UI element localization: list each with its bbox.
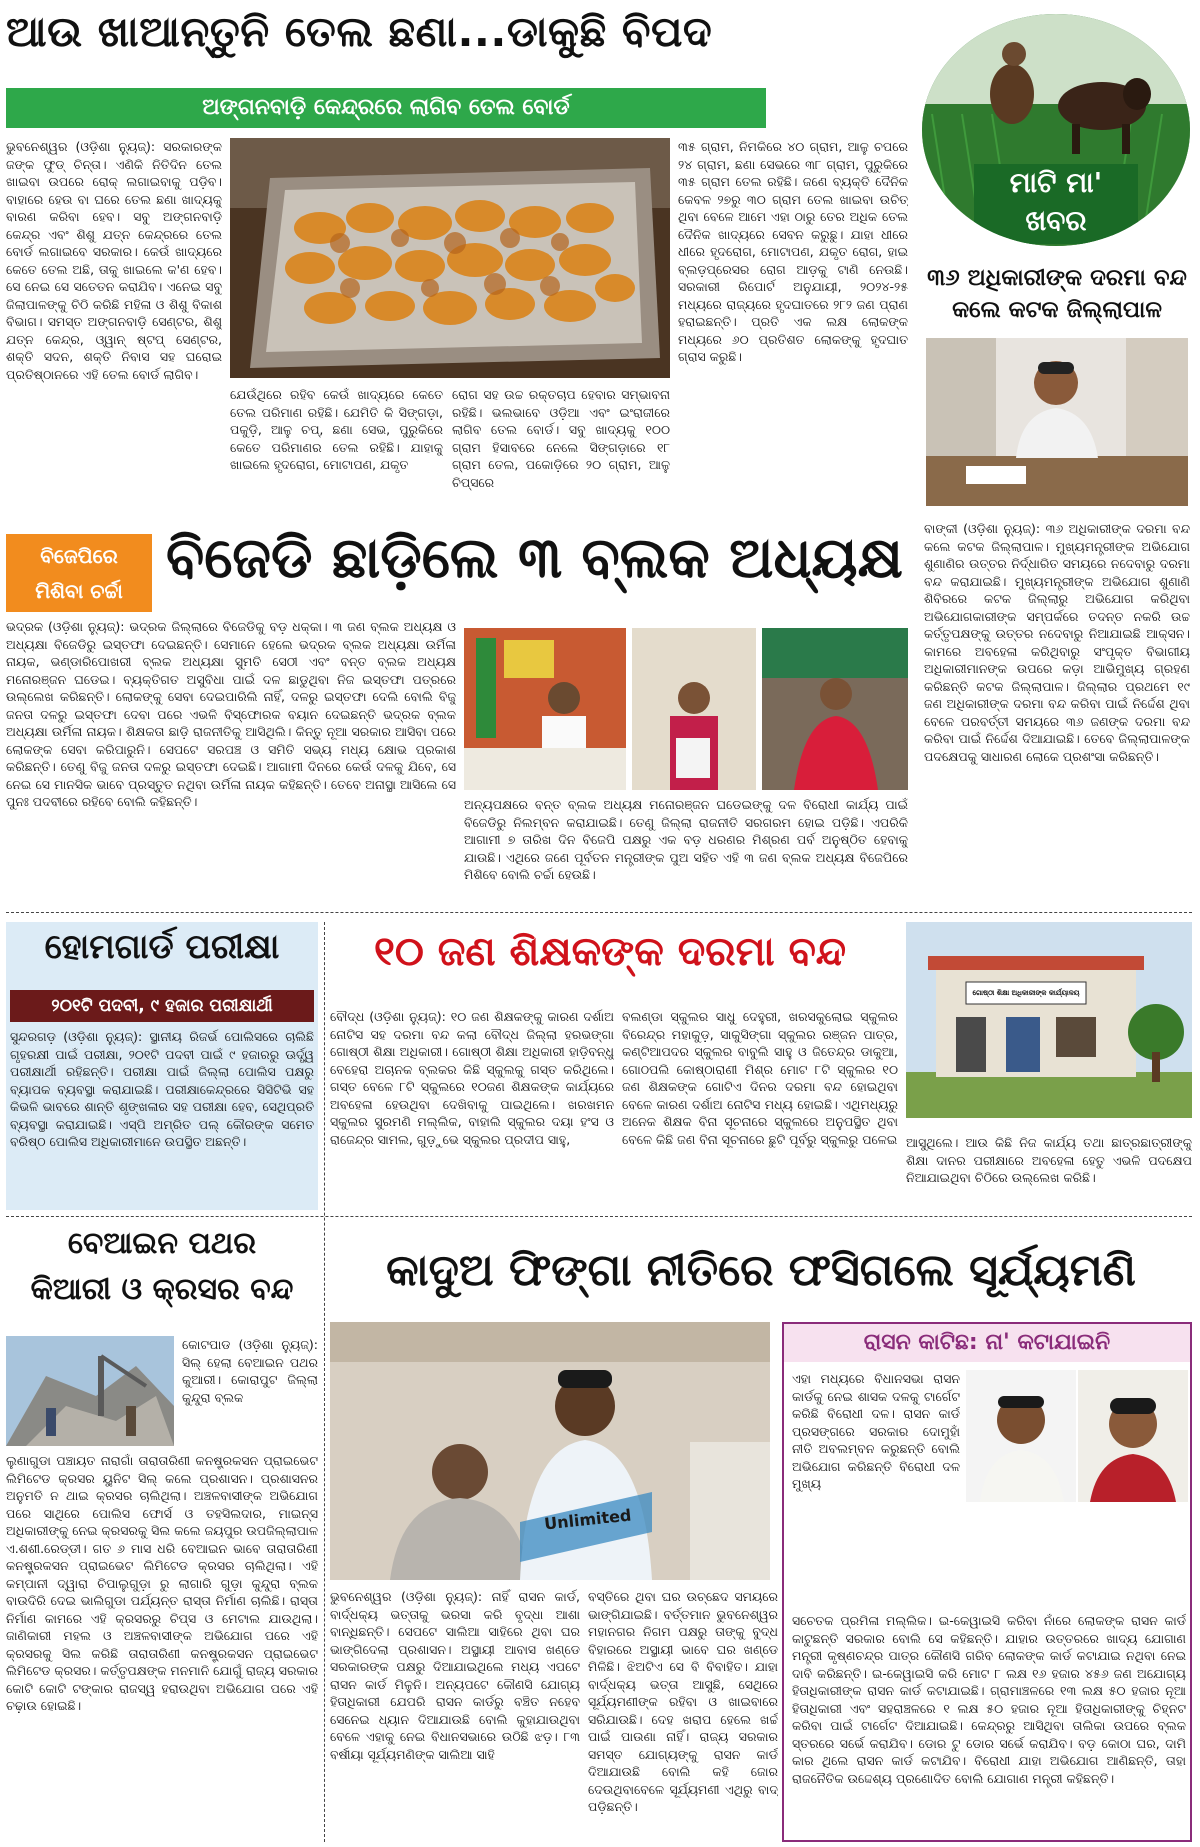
surjyamani-col2: ବସ୍ତିରେ ଥିବା ଘର ଉଚ୍ଛେଦ ସମୟରେ ଭାଙ୍ଗିଯାଇଛି। ବର୍ତ୍ତମାନ ଭୁବନେଶ୍ୱର ମହାନଗର ନିଗମ ପକ୍ଷରୁ ତାଙ୍କୁ ବୁଦ୍ଧ ବିହାରରେ ଅସ୍ଥାୟୀ ଭାବେ ଘର ଖଣ୍ଡେ ମିଳିଛି। ଝିଅଟିଏ ସେ ବି ବିବାହିତ। ଯାହା ବାର୍ଦ୍ଧକ୍ୟ ଭତ୍ତା ଆସୁଛି, ସେଥିରେ ସୂର୍ଯ୍ୟମଣୀଙ୍କ ରହିବା ଓ ଖାଇବାରେ ସରିଯାଉଛି। ଦେହ ଖରାପ ହେଲେ ଖର୍ଚ୍ଚ ପାଇଁ ପାଉଣା ନାହିଁ। ରାଜ୍ୟ ସରକାର ସମସ୍ତ ଯୋଗ୍ୟଙ୍କୁ ରାସନ କାର୍ଡ ଦିଆଯାଉଛି ବୋଲି କହି ଜୋର ଦେଉଥିବାବେଳେ ସୂର୍ଯ୍ୟମଣୀ ଏଥିରୁ ବାଦ୍ ପଡ଼ିଛନ୍ତି। bbox=[588, 1589, 778, 1814]
story1-subhead: ଅଙ୍ଗନବାଡ଼ି କେନ୍ଦ୍ରରେ ଲାଗିବ ତେଲ ବୋର୍ଡ bbox=[202, 95, 570, 120]
story1-subhead-band bbox=[6, 88, 766, 128]
homeguard-subhead: ୨୦୧ଟି ପଦବୀ, ୯ ହଜାର ପରୀକ୍ଷାର୍ଥୀ bbox=[51, 996, 273, 1016]
katak-body: ବାଙ୍କୀ (ଓଡ଼ିଶା ନ୍ୟୁଜ୍): ୩୬ ଅଧିକାରୀଙ୍କ ଦରମା ବନ୍ଦ କଲେ କଟକ ଜିଲ୍ଲାପାଳ। ମୁଖ୍ୟମନ୍ତ୍ରୀଙ୍କ ଅଭିଯୋଗ ଶୁଣାଣିର ଉତ୍ତର ନିର୍ଦ୍ଧାରିତ ସମୟରେ ନଦେବାରୁ ଦରମା ବନ୍ଦ କରାଯାଇଛି। ମୁଖ୍ୟମନ୍ତ୍ରୀଙ୍କ ଅଭିଯୋଗ ଶୁଣାଣି ଶିବିରରେ କଟକ ଜିଲ୍ଲାରୁ ଅଭିଯୋଗ କରିଥିବା ଅଭିଯୋଗକାରୀଙ୍କ ସମ୍ପର୍କରେ ତଦନ୍ତ ନକରି ଉଚ୍ଚ କର୍ତ୍ତୃପକ୍ଷଙ୍କୁ ଉତ୍ତର ନଦେବାରୁ ନିଆଯାଇଛି ଆକ୍ସନ। କାମରେ ଅବହେଳା କରିଥିବାରୁ ସଂପୃକ୍ତ ବିଭାଗୀୟ ଅଧିକାରୀମାନଙ୍କ ଉପରେ କଡ଼ା ଆଭିମୁଖ୍ୟ ଗ୍ରହଣ କରିଛନ୍ତି କଟକ ଜିଲ୍ଲାପାଳ। ଜିଲ୍ଲାର ପ୍ରଥମେ ୧୯ ଜଣ ଅଧିକାରୀଙ୍କ ଦରମା ବନ୍ଦ କରିବା ପାଇଁ ନିର୍ଦ୍ଦେଶ ଥିବା ବେଳେ ପରବର୍ତ୍ତୀ ସମୟରେ ୩୬ ଜଣଙ୍କ ଦରମା ବନ୍ଦ କରିବା ପାଇଁ ନିର୍ଦ୍ଦେଶ ଦିଆଯାଇଛି। ତେବେ ଜିଲ୍ଲାପାଳଙ୍କ ପଦକ୍ଷେପକୁ ସାଧାରଣ ଲୋକେ ପ୍ରଶଂସା କରିଛନ୍ତି। bbox=[924, 521, 1190, 764]
teachers-office-sign: ଗୋଷ୍ଠୀ ଶିକ୍ଷା ଅଧିକାରୀଙ୍କ କାର୍ଯ୍ୟାଳୟ bbox=[972, 989, 1080, 997]
bjd-body: ଭଦ୍ରକ (ଓଡ଼ିଶା ନ୍ୟୁଜ୍): ଭଦ୍ରକ ଜିଲ୍ଲାରେ ବିଜେଡିକୁ ବଡ଼ ଧକ୍କା। ୩ ଜଣ ବ୍ଲକ ଅଧ୍ୟକ୍ଷ ଓ ଅଧ୍ୟକ୍ଷା ବିଜେଡିରୁ ଇସ୍ତଫା ଦେଇଛନ୍ତି। ସେମାନେ ହେଲେ ଭଦ୍ରକ ବ୍ଲକ ଅଧ୍ୟକ୍ଷା ଉର୍ମିଳା ନାୟକ, ଭଣ୍ଡାରିପୋଖରୀ ବ୍ଲକ ଅଧ୍ୟକ୍ଷା ସୁମତି ସେଠୀ ଏବଂ ବନ୍ତ ବ୍ଲକ ଅଧ୍ୟକ୍ଷ ମନୋରଞ୍ଜନ ଘଡେଇ। ବ୍ୟକ୍ତିଗତ ଅସୁବିଧା ପାଇଁ ଦଳ ଛାଡୁଥିବା ନିଜ ଇସ୍ତଫା ପତ୍ରରେ ଉଲ୍ଲେଖ କରିଛନ୍ତି। ଲୋକଙ୍କୁ ସେବା ଦେଇପାରିଲି ନାହିଁ, ଦଳରୁ ଇସ୍ତଫା ଦେଲି ବୋଲି ବିଜୁ ଜନତା ଦଳରୁ ଇସ୍ତଫା ଦେବା ପରେ ଏଭଳି ବିସ୍ଫୋରକ ବୟାନ ଦେଇଛନ୍ତି ଭଦ୍ରକ ବ୍ଲକ ଅଧ୍ୟକ୍ଷା ଉର୍ମିଳା ନାୟକ। ଶିକ୍ଷକତା ଛାଡ଼ି ରାଜନୀତିକୁ ଆସିଥିଲି। କିନ୍ତୁ ନୂଆ ସରକାର ଆସିବା ପରେ ଲୋକଙ୍କ ସେବା କରିପାରୁନି। ସେପଟେ ସରପଞ୍ଚ ଓ ସମିତି ସଭ୍ୟ ମଧ୍ୟ କ୍ଷୋଭ ପ୍ରକାଶ କରିଛନ୍ତି। ତେଣୁ ବିଜୁ ଜନତା ଦଳରୁ ଇସ୍ତଫା ଦେଇଛି। ଆଗାମୀ ଦିନରେ କେଉଁ ଦଳକୁ ଯିବେ, ସେ ନେଇ ସେ ମାନସିକ ଭାବେ ପ୍ରସ୍ତୁତ ନଥିବା ଉର୍ମିଳା ନାୟକ କହିଛନ୍ତି। ତେବେ ଅନାସ୍ଥା ଆସିଲେ ସେ ପୁନଃ ପଦବୀରେ ରହିବେ ବୋଲି କହିଛନ୍ତି। bbox=[6, 619, 456, 809]
divider-vertical-left bbox=[324, 922, 325, 1842]
story1-col1: ଭୁବନେଶ୍ୱର (ଓଡ଼ିଶା ନ୍ୟୁଜ୍): ସରକାରଙ୍କ ଜଙ୍କ ଫୁଡ୍ ଚିନ୍ତା। ଏଣିକି ନିତିଦିନ ତେଲ ଖାଇବା ଉପରେ ରୋକ୍ ଲଗାଇବାକୁ ପଡ଼ିବ। ବାହାରେ ହେଉ ବା ଘରେ ତେଲ ଛଣା ଖାଦ୍ୟକୁ ବାରଣ କରିବା ହେବ। ସବୁ ଅଙ୍ଗନବାଡ଼ି କେନ୍ଦ୍ର ଏବଂ ଶିଶୁ ଯତ୍ନ କେନ୍ଦ୍ରରେ ତେଲ ବୋର୍ଡ ଲଗାଇବେ ସରକାର। କେଉଁ ଖାଦ୍ୟରେ କେତେ ତେଲ ଅଛି, ତାକୁ ଖାଇଲେ କ'ଣ ହେବ। ସେ ନେଇ ସେ ସତେତନ କରାଯିବ। ଏନେଇ ସବୁ ଜିଲାପାଳଙ୍କୁ ଚିଠି କରିଛି ମହିଳା ଓ ଶିଶୁ ବିକାଶ ବିଭାଗ। ସମସ୍ତ ଅଙ୍ଗନବାଡ଼ି ସେଣ୍ଟର, ଶିଶୁ ଯତ୍ନ କେନ୍ଦ୍ର, ଓ୍ୱାନ୍ ଷ୍ଟପ୍ ସେଣ୍ଟର, ଶକ୍ତି ସଦନ, ଶକ୍ତି ନିବାସ ସହ ଘରୋଇ ପ୍ରତିଷ୍ଠାନରେ ଏହି ତେଲ ବୋର୍ଡ ଲାଗିବ। bbox=[6, 139, 222, 382]
bjd-kicker-box bbox=[6, 534, 152, 612]
bjd-headline: ବିଜେଡି ଛାଡ଼ିଲେ ୩ ବ୍ଲକ ଅଧ୍ୟକ୍ଷ bbox=[166, 526, 903, 591]
bjd-kicker-line2: ମିଶିବା ଚର୍ଚ୍ଚା bbox=[35, 579, 123, 603]
homeguard-headline: ହୋମଗାର୍ଡ ପରୀକ୍ଷା bbox=[44, 927, 280, 967]
crusher-intro: କୋଟପାଡ (ଓଡ଼ିଶା ନ୍ୟୁଜ୍): ସିଲ୍ ହେଲା ବେଆଇନ ପଥର କୁଆରୀ। କୋରାପୁଟ ଜିଲ୍ଲା କୁନ୍ଦୁରା ବ୍ଲକ bbox=[182, 1337, 318, 1405]
divider-mid bbox=[6, 912, 1192, 913]
katak-headline: ୩୬ ଅଧିକାରୀଙ୍କ ଦରମା ବନ୍ଦ କଲେ କଟକ ଜିଲ୍ଲାପାଳ bbox=[927, 265, 1187, 323]
bjd-kicker-line1: ବିଜେପିରେ bbox=[40, 544, 118, 568]
teachers-col2: ବଲଣ୍ଡା ସ୍କୁଲର ସାଧୁ ଦେହୁରୀ, ଖରସକୁଲୋଇ ସ୍କୁଲର ବିରେନ୍ଦ୍ର ମହାକୁଡ଼, ସାକୁସିଙ୍ଗା ସ୍କୁଲର ରଞ୍ଜନ ପାତ୍ର, କଣ୍ଟିଆପଦର ସ୍କୁଲର ବାବୁଲି ସାହୁ ଓ ଜିତେନ୍ଦ୍ର ଡାକୁଆ, ଗୋଠପଲି କୋଷ୍ଠାରାଣୀ ମିଶ୍ର ମୋଟ ୮ଟି ସ୍କୁଲର ୧୦ ଜଣ ଶିକ୍ଷକଙ୍କ ଗୋଟିଏ ଦିନର ଦରମା ବନ୍ଦ ହୋଇଥିବା ବେଳେ କାରଣ ଦର୍ଶାଅ ନୋଟିସ ମଧ୍ୟ ହୋଇଛି। ଏଥିମଧ୍ୟରୁ ଅନେକ ଶିକ୍ଷକ ବିନା ସୂଚନାରେ ସ୍କୁଲରେ ଅନୁପସ୍ଥିତ ଥିବା ବେଳେ କିଛି ଜଣ ବିନା ସୂଚନାରେ ଛୁଟି ପୂର୍ବରୁ ସ୍କୁଲରୁ ପଳେଇ bbox=[622, 1009, 898, 1147]
crusher-headline-line2: କିଆରୀ ଓ କ୍ରସର ବନ୍ଦ bbox=[30, 1272, 294, 1307]
rasan-headline-band bbox=[784, 1324, 1190, 1362]
teachers-photo-office bbox=[906, 922, 1192, 1118]
katak-photo-collector bbox=[926, 338, 1188, 506]
story1-col2: ଯେଉଁଥିରେ ରହିବ କେଉଁ ଖାଦ୍ୟରେ କେତେ ତେଲ ପରିମାଣ ରହିଛି। ଯେମିତି କି ସିଙ୍ଗଡ଼ା, ପକୁଡ଼ି, ଆଳୁ ଚପ୍, ଛଣା ସେଭ, ପୁରୁକିରେ କେତେ ପରିମାଣର ତେଲ ରହିଛି। ଯାହାକୁ ଖାଇଲେ ହୃଦରୋଗ, ମୋଟାପଣ, ଯକୃତ bbox=[230, 387, 443, 472]
mati-ma-logo bbox=[922, 14, 1190, 246]
bjd-photo-group bbox=[464, 628, 908, 790]
homeguard-body: ସୁନ୍ଦରଗଡ଼ (ଓଡ଼ିଶା ନ୍ୟୁଜ୍): ସ୍ଥାନୀୟ ରିଜର୍ଭ ପୋଲିସରେ ଚାଲିଛି ଗୃହରକ୍ଷୀ ପାଇଁ ପରୀକ୍ଷା, ୨୦୧ଟି ପଦବୀ ପାଇଁ ୯ ହଜାରରୁ ଊର୍ଦ୍ଧ୍ୱ ପରୀକ୍ଷାର୍ଥୀ ରହିଛନ୍ତି। ପରୀକ୍ଷା ପାଇଁ ଜିଲ୍ଲା ପୋଲିସ ପକ୍ଷରୁ ବ୍ୟାପକ ବ୍ୟବସ୍ଥା କରାଯାଇଛି। ପରୀକ୍ଷାକେନ୍ଦ୍ରରେ ସିସିଟିଭି ସହ କିଭଳି ଭାବରେ ଶାନ୍ତି ଶୃଙ୍ଖଳାର ସହ ପରୀକ୍ଷା ହେବ, ସେଥିପ୍ରତି ବ୍ୟବସ୍ଥା କରାଯାଇଛି। ଏସ୍‌ପି ଅମ୍ରିତ ପଲ୍ କୌରଙ୍କ ସମେତ ବରିଷ୍ଠ ପୋଲିସ ଅଧିକାରୀମାନେ ଉପସ୍ଥିତ ଅଛନ୍ତି। bbox=[10, 1029, 314, 1149]
rasan-photo-politicians bbox=[966, 1370, 1188, 1502]
rasan-body: ସଚେତକ ପ୍ରମିଳା ମଲ୍ଲିକ। ଇ-କେୱାଇସି କରିବା ନାଁରେ ଲୋକଙ୍କ ରାସନ କାର୍ଡ କାଟୁଛନ୍ତି ସରକାର ବୋଲି ସେ କହିଛନ୍ତି। ଯାହାର ଉତ୍ତରରେ ଖାଦ୍ୟ ଯୋଗାଣ ମନ୍ତ୍ରୀ କୃଷ୍ଣଚନ୍ଦ୍ର ପାତ୍ର କୌଣସି ଗରିବ ଲୋକଙ୍କ କାର୍ଡ କଟାଯାଇ ନଥିବା ନେଇ ଦାବି କରିଛନ୍ତି। ଇ-କେୱାଇସି କରି ମୋଟ ୮ ଲକ୍ଷ ୧୬ ହଜାର ୪୫୬ ଜଣ ଅଯୋଗ୍ୟ ହିତାଧିକାରୀଙ୍କ ରାସନ କାର୍ଡ କଟାଯାଇଛି। ଗ୍ରାମାଞ୍ଚଳରେ ୧୩ ଲକ୍ଷ ୫୦ ହଜାର ନୂଆ ହିତାଧିକାରୀ ଏବଂ ସହରାଞ୍ଚଳରେ ୧ ଲକ୍ଷ ୫୦ ହଜାର ନୂଆ ହିତାଧିକାରୀଙ୍କୁ ଚିହ୍ନଟ କରିବା ପାଇଁ ଟାର୍ଗେଟ ଦିଆଯାଇଛି। କେନ୍ଦ୍ରରୁ ଆସିଥିବା ତାଲିକା ଉପରେ ବ୍ଲକ ସ୍ତରରେ ସର୍ଭେ କରାଯିବ। ଡୋର ଟୁ ଡୋର ସର୍ଭେ କରାଯିବ। ବଡ଼ କୋଠା ଘର, ଦାମି କାର ଥିଲେ ରାସନ କାର୍ଡ କଟାଯିବ। ବିରୋଧୀ ଯାହା ଅଭିଯୋଗ ଆଣିଛନ୍ତି, ତାହା ରାଜନୈତିକ ଉଦ୍ଦେଶ୍ୟ ପ୍ରଣୋଦିତ ବୋଲି ଯୋଗାଣ ମନ୍ତ୍ରୀ କହିଛନ୍ତି। bbox=[792, 1613, 1186, 1786]
mati-ma-line1: ମାଟି ମା' bbox=[1009, 166, 1103, 199]
crusher-headline-line1: ବେଆଇନ ପଥର bbox=[67, 1226, 257, 1261]
teachers-col1: ବୌଦ୍ଧ (ଓଡ଼ିଶା ନ୍ୟୁଜ୍): ୧୦ ଜଣ ଶିକ୍ଷକଙ୍କୁ କାରଣ ଦର୍ଶାଅ ନୋଟିସ ସହ ଦରମା ବନ୍ଦ କଲା ବୌଦ୍ଧ ଜିଲ୍ଲା ହରଭଙ୍ଗା ଗୋଷ୍ଠୀ ଶିକ୍ଷା ଅଧିକାରୀ। ଗୋଷ୍ଠୀ ଶିକ୍ଷା ଅଧିକାରୀ ହାଡ଼ିବନ୍ଧୁ ବେହେରା ଅଚାନକ ବ୍ଲକର କିଛି ସ୍କୁଲକୁ ଗସ୍ତ କରିଥିଲେ। ଗସ୍ତ ବେଳେ ୮ଟି ସ୍କୁଲରେ ୧୦ଜଣ ଶିକ୍ଷକଙ୍କ କାର୍ଯ୍ୟରେ ଅବହେଳା ହେଉଥିବା ଦେଖିବାକୁ ପାଇଥିଲେ। ଖରଖମନ ସ୍କୁଲର ସୁରମଣି ମଲ୍ଲିକ, ବାହାଲି ସ୍କୁଲର ଦୟା ହଂସ ଓ ରାଜେନ୍ଦ୍ର ସାମଲ, ଗୁଡ଼ୁଭେ ସ୍କୁଲର ପ୍ରଦୀପ ସାହୁ, bbox=[330, 1009, 614, 1147]
rasan-intro: ଏହା ମଧ୍ୟରେ ବିଧାନସଭା ରାସନ କାର୍ଡକୁ ନେଇ ଶାସକ ଦଳକୁ ଟାର୍ଗେଟ କରିଛି ବିରୋଧୀ ଦଳ। ରାସନ କାର୍ଡ ପ୍ରସଙ୍ଗରେ ସରକାର ଦୋମୁହାଁ ନୀତି ଅବଲମ୍ବନ କରୁଛନ୍ତି ବୋଲି ଅଭିଯୋଗ କରିଛନ୍ତି ବିରୋଧୀ ଦଳ ମୁଖ୍ୟ bbox=[792, 1371, 960, 1491]
surjyamani-photo bbox=[330, 1322, 770, 1580]
mati-ma-line2: ଖବର bbox=[1025, 204, 1087, 237]
bjd-body2: ଅନ୍ୟପକ୍ଷରେ ବନ୍ତ ବ୍ଲକ ଅଧ୍ୟକ୍ଷ ମନୋରଞ୍ଜନ ଘଡେଇଙ୍କୁ ଦଳ ବିରୋଧୀ କାର୍ଯ୍ୟ ପାଇଁ ବିଜେଡିରୁ ନିଲମ୍ବନ କରାଯାଇଛି। ତେଣୁ ଜିଲ୍ଲା ରାଜନୀତି ସରଗରମ ହୋଇ ପଡ଼ିଛି। ଏପରିକି ଆଗାମୀ ୭ ତାରିଖ ଦିନ ବିଜେପି ପକ୍ଷରୁ ଏକ ବଡ଼ ଧରଣର ମିଶ୍ରଣ ପର୍ବ ଅନୁଷ୍ଠିତ ହେବାକୁ ଯାଉଛି। ଏଥିରେ ଜଣେ ପୂର୍ବତନ ମନ୍ତ୍ରୀଙ୍କ ପୁଅ ସହିତ ଏହି ୩ ଜଣ ବ୍ଲକ ଅଧ୍ୟକ୍ଷ ବିଜେପିରେ ମିଶିବେ ବୋଲି ଚର୍ଚ୍ଚା ହେଉଛି। bbox=[464, 797, 908, 882]
divider-lower bbox=[6, 1216, 1192, 1217]
teachers-headline: ୧୦ ଜଣ ଶିକ୍ଷକଙ୍କ ଦରମା ବନ୍ଦ bbox=[373, 929, 847, 975]
surjyamani-col1: ଭୁବନେଶ୍ୱର (ଓଡ଼ିଶା ନ୍ୟୁଜ୍): ନାହିଁ ରାସନ କାର୍ଡ, ବାର୍ଦ୍ଧକ୍ୟ ଭତ୍ତାକୁ ଭରସା କରି ବୃଦ୍ଧା ଆଶା ବାନ୍ଧିଛନ୍ତି। ସେପଟେ ସାଲିଆ ସାହିରେ ଥିବା ଘର ଭାଙ୍ଗିଦେଲା ପ୍ରଶାସନ। ଅସ୍ଥାୟୀ ଆବାସ ଖଣ୍ଡେ ସରକାରଙ୍କ ପକ୍ଷରୁ ଦିଆଯାଇଥିଲେ ମଧ୍ୟ ଏପଟେ ରାସନ କାର୍ଡ ମିଳୁନି। ଅନ୍ୟପଟେ କୌଣସି ଯୋଗ୍ୟ ହିତାଧିକାରୀ ଯେପରି ରାସନ କାର୍ଡରୁ ବଞ୍ଚିତ ନହେବ ସେନେଇ ଧ୍ୟାନ ଦିଆଯାଉଛି ବୋଲି କୁହାଯାଉଥିବା ବେଳେ ଏହାକୁ ନେଇ ବିଧାନସଭାରେ ଉଠିଛି ଝଡ଼। ୮୩ ବର୍ଷୀୟା ସୂର୍ଯ୍ୟମଣିଙ୍କ ସାଲିଆ ସାହି bbox=[330, 1589, 580, 1762]
rasan-headline: ରାସନ କାଟିଛ: ନା' କଟାଯାଇନି bbox=[863, 1330, 1111, 1355]
crusher-body: ଲୁଣାଗୁଡା ପଞ୍ଚାୟତ ନାରାଗାଁ ତାରାତାରିଣୀ କନଷ୍ଟ୍ରକସନ ପ୍ରାଇଭେଟ ଲିମିଟେଡ କ୍ରସର ୟୁନିଟ ସିଲ୍ କଲେ ପ୍ରଶାସନ। ପ୍ରଶାସନର ଅନୁମତି ନ ଥାଇ କ୍ରସର ଚାଲିଥିଲା। ଅଞ୍ଚଳବାସୀଙ୍କ ଅଭିଯୋଗ ପରେ ସାଥିରେ ପୋଲିସ ଫୋର୍ସ ଓ ତହସିଲଦାର, ମାଇନ୍ସ ଅଧିକାରୀଙ୍କୁ ନେଇ କ୍ରସରକୁ ସିଲ କଲେ ଜୟପୁର ଉପଜିଲ୍ଲାପାଳ ଏ.ଶଶୀ.ରେଡ୍ଡୀ। ଗତ ୬ ମାସ ଧରି ବେଆଇନ ଭାବେ ତାରାତାରିଣୀ କନଷ୍ଟ୍ରକସନ ପ୍ରାଇଭେଟ ଲିମିଟେଡ କ୍ରସର ଚାଲିଥିଲା। ଏହି କମ୍ପାନୀ ଦ୍ୱାରା ଚିପାଲୁଗୁଡ଼ା ରୁ ଲାଗାରି ଗୁଡ଼ା କୁନ୍ଦୁରା ବ୍ଲକ ବାଉଦିରି ଦେଇ ଭାଲିଗୁଡା ପର୍ଯ୍ୟନ୍ତ ରାସ୍ତା ନିର୍ମାଣ ଚାଲିଛି। ରାସ୍ତା ନିର୍ମାଣ କାମରେ ଏହି କ୍ରସରରୁ ଚିପ୍ସ ଓ ମେଟାଲ ଯାଉଥିଲା। ଜାଣିକାରୀ ମହଲ ଓ ଅଞ୍ଚଳବାସୀଙ୍କ ଅଭିଯୋଗ ପରେ ଏହି କ୍ରସରକୁ ସିଲ କରିଛି ତାରାତାରିଣୀ କନଷ୍ଟ୍ରକସନ ପ୍ରାଇଭେଟ ଲିମିଟେଡ କ୍ରସର। କର୍ତ୍ତୃପକ୍ଷଙ୍କ ମନମାନି ଯୋଗୁଁ ରାଜ୍ୟ ସରକାର କୋଟି କୋଟି ଟଙ୍କାର ରାଜସ୍ୱ ହରାଉଥିବା ଅଭିଯୋଗ ପରେ ଏହି ଚଢ଼ାଉ ହୋଇଛି। bbox=[6, 1453, 318, 1713]
mati-ma-title-box bbox=[974, 164, 1138, 244]
crusher-photo-quarry bbox=[6, 1336, 174, 1446]
surjyamani-shirt-text: Unlimited bbox=[543, 1505, 633, 1534]
surjyamani-headline: କାଦୁଅ ଫିଙ୍ଗା ନୀତିରେ ଫସିଗଲେ ସୂର୍ଯ୍ୟମଣି bbox=[386, 1245, 1136, 1296]
story1-col4: ୩୫ ଗ୍ରାମ, ନିମକିରେ ୪୦ ଗ୍ରାମ, ଆଳୁ ଚପରେ ୨୪ ଗ୍ରାମ, ଛଣା ସେଭରେ ୩୮ ଗ୍ରାମ, ପୁରୁକିରେ ୩୫ ଗ୍ରାମ ତେଲ ରହିଛି। ଜଣେ ବ୍ୟକ୍ତି ଦୈନିକ କେବଳ ୨୭ରୁ ୩୦ ଗ୍ରାମ ତେଲ ଖାଇବା ଉଚିତ୍ ଥିବା ବେଳେ ଆମେ ଏହା ଠାରୁ ତେର ଅଧିକ ତେଲ ଦୈନିକ ଖାଦ୍ୟରେ ସେବନ କରୁଛୁ। ଯାହା ଧୀରେ ଧୀରେ ହୃଦରୋଗ, ମୋଟାପଣ, ଯକୃତ ରୋଗ, ହାଇ ବ୍ଲଡ଼ପ୍ରେସର ରୋଗ ଆଡ଼କୁ ଟାଣି ନେଉଛି। ସରକାରୀ ରିପୋର୍ଟ ଅନୁଯାୟୀ, ୨୦୨୪-୨୫ ମଧ୍ୟରେ ରାଜ୍ୟରେ ହୃଦଘାତରେ ୨୮୨ ଜଣ ପ୍ରାଣ ହରାଇଛନ୍ତି। ପ୍ରତି ଏକ ଲକ୍ଷ ଲୋକଙ୍କ ମଧ୍ୟରେ ୬୦ ପ୍ରତିଶତ ଲୋକଙ୍କୁ ହୃଦଘାତ ଗ୍ରାସ କରୁଛି। bbox=[678, 139, 908, 364]
homeguard-subhead-band bbox=[10, 990, 314, 1022]
story1-headline: ଆଉ ଖାଆନ୍ତୁନି ତେଲ ଛଣା...ଡାକୁଛି ବିପଦ bbox=[6, 7, 713, 56]
teachers-col3: ଆସୁଥିଲେ। ଆଉ କିଛି ନିଜ କାର୍ଯ୍ୟ ତଥା ଛାତ୍ରଛାତ୍ରୀଙ୍କୁ ଶିକ୍ଷା ଦାନର ପରୀକ୍ଷାରେ ଅବହେଳା ହେତୁ ଏଭଳି ପଦକ୍ଷେପ ନିଆଯାଇଥିବା ଚିଠିରେ ଉଲ୍ଲେଖ କରିଛି। bbox=[906, 1135, 1192, 1185]
story1-photo-fried-snacks bbox=[230, 138, 670, 378]
story1-col3: ରୋଗ ସହ ଉଚ୍ଚ ରକ୍ତଚାପ ହେବାର ସମ୍ଭାବନା ରହିଛି। ଭଲଭାବେ ଓଡ଼ିଆ ଏବଂ ଇଂରାଜୀରେ ଲାଗିବ ତେଲ ବୋର୍ଡ। ସବୁ ଖାଦ୍ୟକୁ ୧୦୦ ଗ୍ରାମ ହିସାବରେ ନେଲେ ସିଙ୍ଗଡ଼ାରେ ୧୮ ଗ୍ରାମ ତେଲ, ପକୋଡ଼ିରେ ୨୦ ଗ୍ରାମ, ଆଳୁ ଚିପ୍ସରେ bbox=[452, 387, 670, 490]
